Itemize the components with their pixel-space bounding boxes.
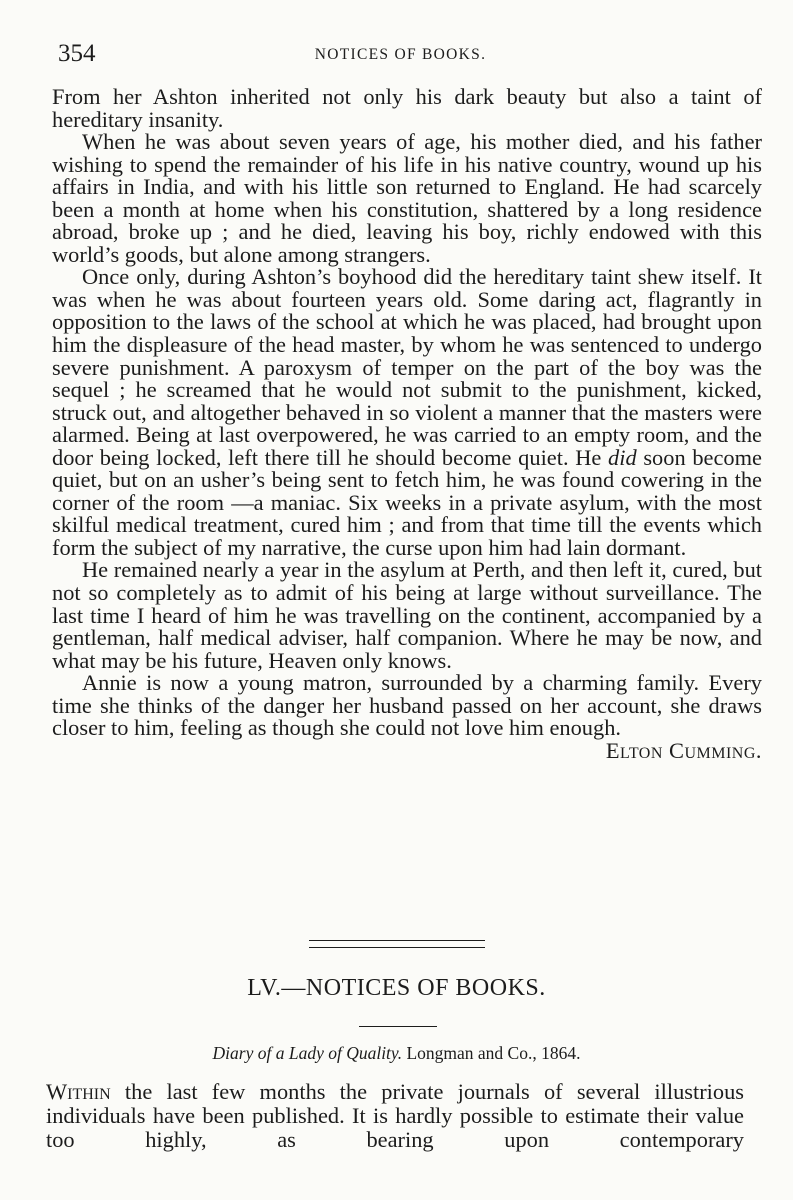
story-paragraph-text: Annie is now a young matron, surrounded by a charming family. Every time she thinks of the danger her husband passed on her account, she draws closer to him, feeling as though she could not love him enough. (52, 670, 762, 741)
story-paragraph (52, 266, 762, 559)
section-divider (309, 940, 485, 948)
page-number: 354 (58, 40, 96, 67)
story-paragraph-text: Once only, during Ashton’s boyhood did the hereditary taint shew itself. It was when he was about fourteen years old. Some daring act, flagrantly in opposition to the laws of the school at which he was placed, had brought upon him the displeasure of the head master, by whom he was sentenced to undergo severe punishment. A paroxysm of temper on the part of the boy was the sequel ; he screamed that he would not submit to the punishment, kicked, struck out, and altogether behaved in so violent a manner that the masters were alarmed. Being at last overpowered, he was carried to an empty room, and the door being locked, left there till he should become quiet. (52, 264, 762, 470)
lead-word: Within (46, 1079, 111, 1104)
story-paragraph (52, 670, 762, 763)
review-paragraph-text: the last few months the private journals of several illustrious individuals have been published. It is hardly possible to estimate their value too highly, as bearing upon contemporary (46, 1079, 744, 1152)
story-paragraph: When he was about seven years of age, his mother died, and his father wishing to spend the remainder of his life in his native country, wound up his affairs in India, and with his little son returned to England. He had scarcely been a month at home when his constitution, shattered by a long residence abroad, broke up ; and he died, leaving his boy, richly endowed with this world’s goods, but alone among strangers. (52, 129, 762, 267)
story-paragraph: He remained nearly a year in the asylum at Perth, and then left it, cured, but not so completely as to admit of his being at large without surveillance. The last time I heard of him he was travelling on the continent, accompanied by a gentleman, half medical adviser, half companion. Where he may be now, and what may be his future, Heaven only knows. (52, 557, 762, 673)
review-text (46, 1080, 744, 1152)
emphasis-did: did (608, 444, 637, 470)
running-head: NOTICES OF BOOKS. (314, 46, 487, 63)
story-text (52, 86, 762, 762)
story-paragraph-text: soon become quiet, but on an usher’s being sent to fetch him, he was found cowering in the corner of the room —a maniac. Six weeks in a private asylum, with the most skilful medical treatment, cured him ; and from that time till the events which form the subject of my narrative, the curse upon him had lain dormant. (52, 444, 762, 560)
review-citation (0, 1043, 793, 1064)
section-title: LV.—NOTICES OF BOOKS. (247, 975, 546, 1001)
author-signature: Elton Cumming. (605, 737, 762, 763)
page-header (58, 40, 743, 70)
title-rule (359, 1026, 437, 1027)
publisher-info: Longman and Co., 1864. (406, 1043, 581, 1063)
story-paragraph: From her Ashton inherited not only his dark beauty but also a taint of hereditary insanity. (52, 84, 762, 132)
story-text-he: He (575, 444, 602, 470)
review-paragraph (46, 1080, 744, 1152)
book-title: Diary of a Lady of Quality. (212, 1043, 403, 1063)
